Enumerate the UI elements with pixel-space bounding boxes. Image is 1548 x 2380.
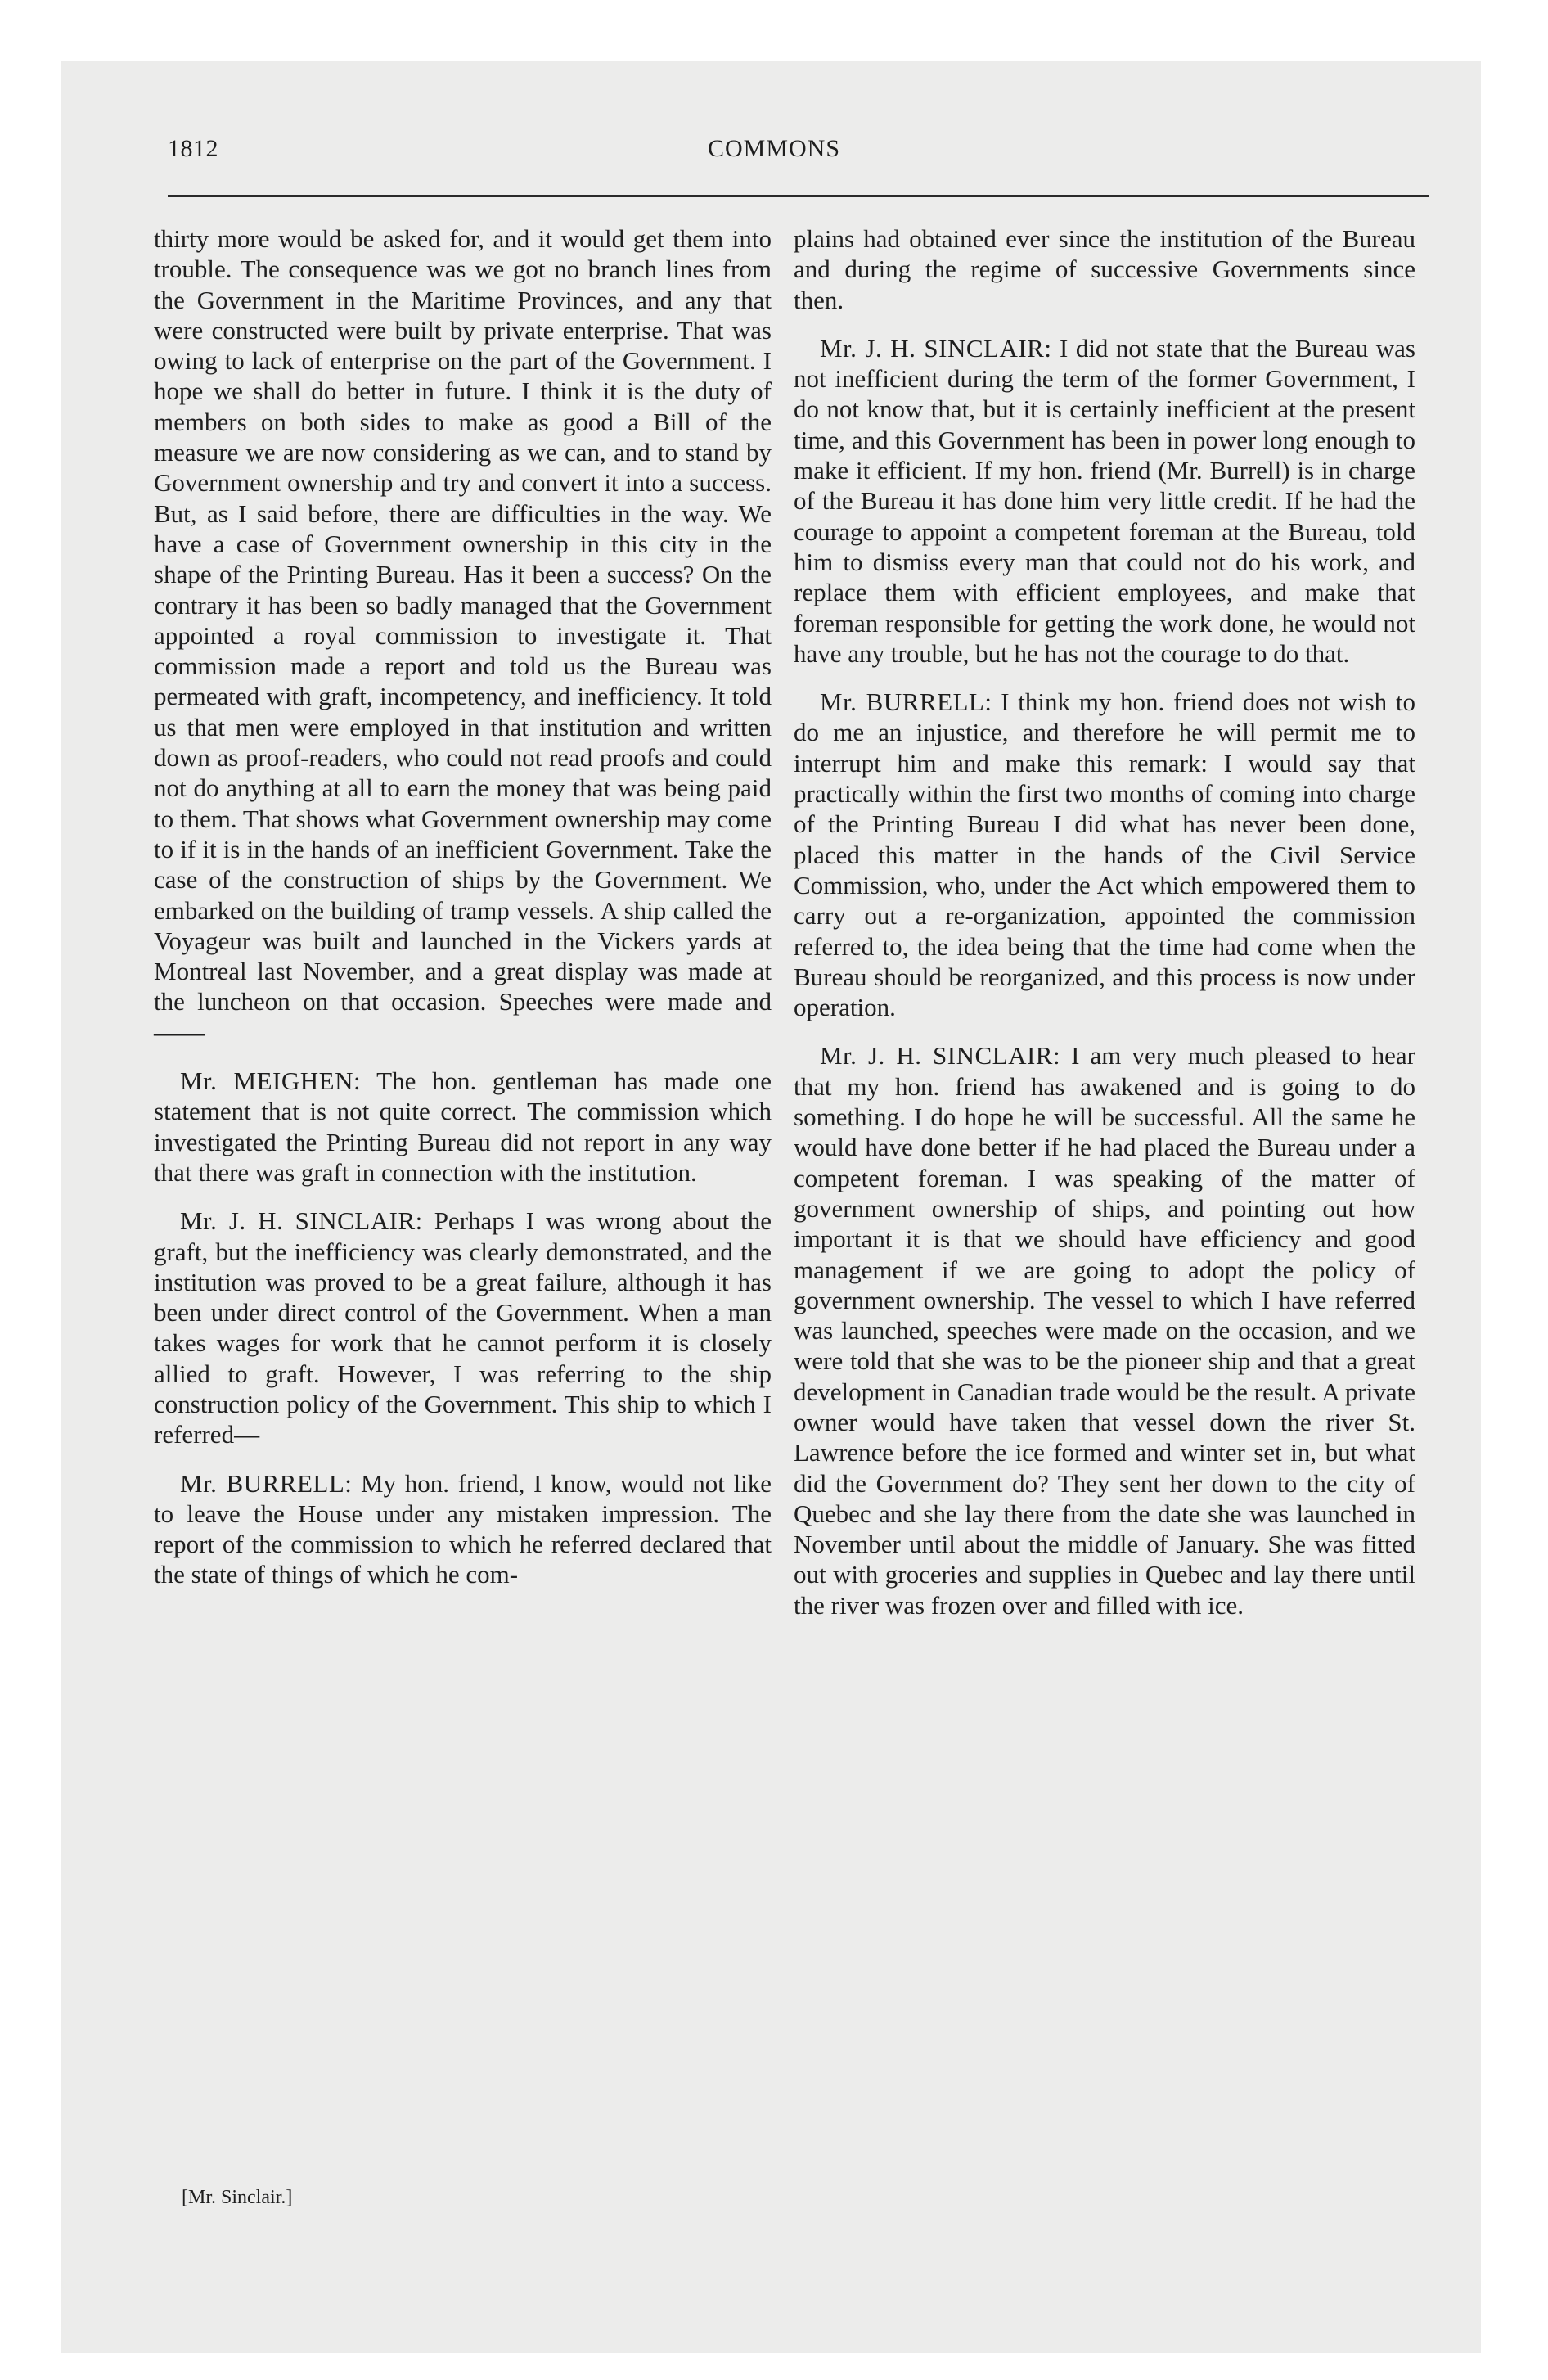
speech-text: I am very much pleased to hear that my hon. friend has awakened and is going to do something. I do hope he will be successful. All the same he would have done better if he had placed the Bureau under a competent foreman. I was speaking of the matter of government ownership of ships, and pointing out how important it is that we should have efficiency and good management if we are going to adopt the policy of government ownership. The vessel to which I have referred was launched, speeches were made on the occasion, and we were told that she was to be the pioneer ship and that a great development in Canadian trade would be the result. A private owner would have taken that vessel down the river St. Lawrence before the ice formed and winter set in, but what did the Government do? They sent her down to the city of Quebec and she lay there from the date she was launched in November until about the middle of January. She was fitted out with groceries and supplies in Quebec and lay there until the river was frozen over and filled with ice. bbox=[794, 1041, 1416, 1620]
speaker-name: Mr. BURRELL: bbox=[820, 687, 992, 717]
paragraph: thirty more would be asked for, and it would get them into trouble. The consequence was we got no branch lines from the Government in the Maritime Provinces, and any that were constructed were built by private enterprise. That was owing to lack of enterprise on the part of the Government. I hope we shall do better in future. I think it is the duty of members on both sides to make as good a Bill of the measure we are now considering as we can, and to stand by Government ownership and try and convert it into a success. But, as I said before, there are difficulties in the way. We have a case of Government ownership in this city in the shape of the Printing Bureau. Has it been a success? On the contrary it has been so badly managed that the Government appointed a royal commission to investigate it. That commission made a report and told us the Bureau was permeated with graft, incompetency, and inefficiency. It told us that men were employed in that institution and written down as proof-readers, who could not read proofs and could not do anything at all to earn the money that was being paid to them. That shows what Government ownership may come to if it is in the hands of an inefficient Government. Take the case of the construction of ships by the Government. We embarked on the building of tramp vessels. A ship called the Voyageur was built and launched in the Vickers yards at Montreal last November, and a great display was made at the luncheon on that occasion. Speeches were made and—— bbox=[154, 224, 772, 1047]
speech-paragraph bbox=[154, 1206, 772, 1449]
speech-paragraph bbox=[154, 1468, 772, 1590]
left-column bbox=[154, 223, 772, 1608]
speech-paragraph bbox=[794, 333, 1415, 669]
header-rule bbox=[168, 195, 1429, 197]
page-header-title: COMMONS bbox=[707, 135, 841, 162]
speech-text: Perhaps I was wrong about the graft, but the inefficiency was clearly demonstrated, and the institution was proved to be a great failure, although it has been under direct control of the Government. When a man takes wages for work that he cannot perform it is closely allied to graft. However, I was referring to the ship construction policy of the Government. This ship to which I referred— bbox=[154, 1206, 772, 1449]
speech-paragraph bbox=[794, 687, 1415, 1022]
speech-text: My hon. friend, I know, would not like to leave the House under any mistaken impression. The report of the commission to which he referred declared that the state of things of which he com- bbox=[154, 1468, 772, 1589]
speech-text: I think my hon. friend does not wish to do me an injustice, and therefore he will permit me to interrupt him and make this remark: I would say that practically within the first two months of coming into charge of the Printing Bureau I did what has never been done, placed this matter in the hands of the Civil Service Commission, who, under the Act which empowered them to carry out a re-organization, appointed the commission referred to, the idea being that the time had come when the Bureau should be reorganized, and this process is now under operation. bbox=[794, 687, 1415, 1022]
speaker-name: Mr. BURRELL: bbox=[180, 1468, 353, 1498]
paragraph: plains had obtained ever since the institution of the Bureau and during the regime of successive Governments since then. bbox=[794, 224, 1415, 314]
right-column bbox=[794, 223, 1415, 1639]
speech-text: The hon. gentleman has made one statement that is not quite correct. The commission which investigated the Printing Bureau did not report in any way that there was graft in connection with the institution. bbox=[154, 1066, 772, 1187]
speaker-name: Mr. J. H. SINCLAIR: bbox=[180, 1206, 423, 1236]
speech-paragraph bbox=[794, 1040, 1415, 1620]
footer-speaker-note: [Mr. Sinclair.] bbox=[182, 2187, 293, 2208]
page-number: 1812 bbox=[168, 135, 218, 162]
speech-paragraph bbox=[154, 1066, 772, 1188]
speaker-name: Mr. J. H. SINCLAIR: bbox=[820, 1041, 1061, 1071]
speaker-name: Mr. MEIGHEN: bbox=[180, 1066, 362, 1096]
speech-text: I did not state that the Bureau was not inefficient during the term of the former Government, I do not know that, but it is certainly inefficient at the present time, and this Government has been in power long enough to make it efficient. If my hon. friend (Mr. Burrell) is in charge of the Bureau it has done him very little credit. If he had the courage to appoint a competent foreman at the Bureau, told him to dismiss every man that could not do his work, and replace them with efficient employees, and make that foreman responsible for getting the work done, he would not have any trouble, but he has not the courage to do that. bbox=[794, 333, 1415, 668]
speaker-name: Mr. J. H. SINCLAIR: bbox=[820, 333, 1052, 363]
